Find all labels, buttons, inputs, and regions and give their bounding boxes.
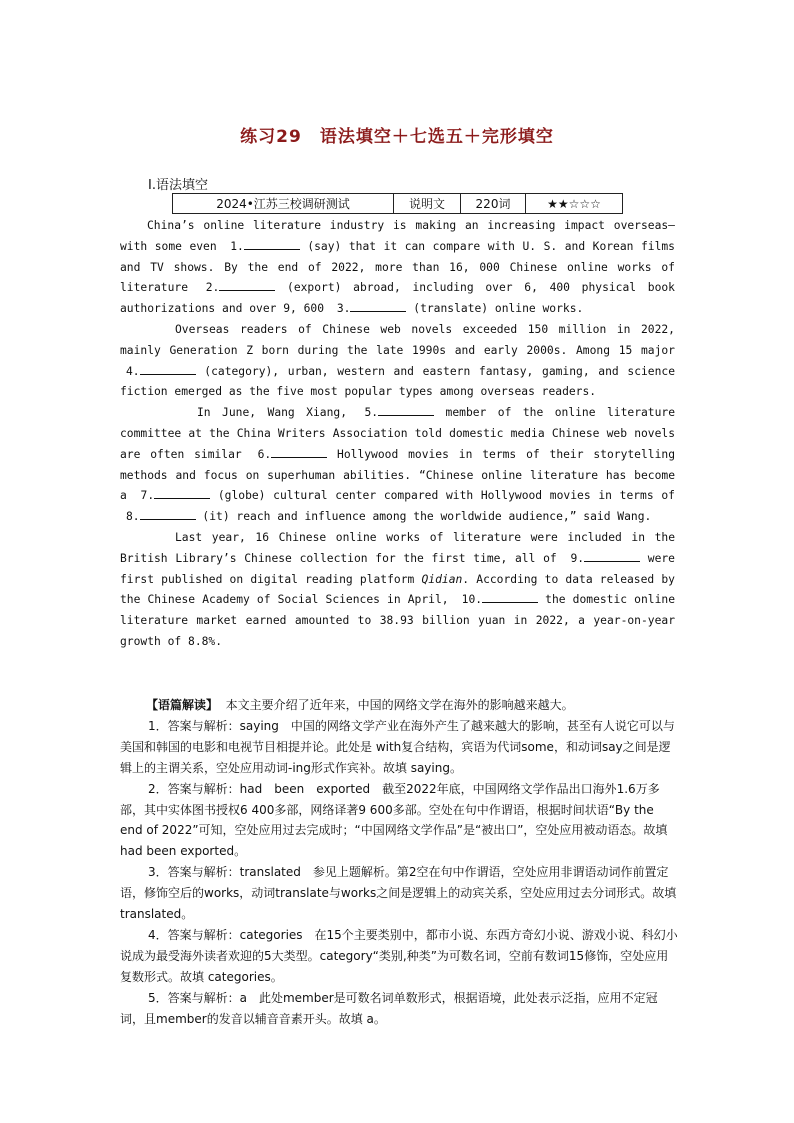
- word-count-cell: 220词: [461, 194, 526, 214]
- blank-number: 5.: [364, 406, 379, 420]
- difficulty-cell: ★★☆☆☆: [526, 194, 623, 214]
- passage-paragraph-3: In June, Wang Xiang, 5. member of the online literature committee at the China Writers Association told domestic media Chinese web novels are often similar 6. Hollywood movies in terms of their storytelling methods and focus on superhuman abilities. “Chinese online literature has become a 7. (globe) cultural center compared with Hollywood movies in terms of 8. (it) reach and influence among the worldwide audience,” said Wang.: [120, 403, 675, 528]
- blank-number: 4.: [126, 364, 140, 378]
- passage-paragraph-4: Last year, 16 Chinese online works of literature were included in the British Library’s Chinese collection for the first time, all of 9. were first published on digital reading platform Qidian. According to data released by the Chinese Academy of Social Sciences in April, 10. the domestic online literature market earned amounted to 38.93 billion yuan in 2022, a year-on-year growth of 8.8%.: [120, 530, 675, 648]
- answer-item-5: 5．答案与解析：a 此处member是可数名词单数形式，根据语境，此处表示泛指，应用不定冠词，且member的发音以辅音音素开头。故填 a。: [120, 990, 658, 1026]
- answer-blank-6[interactable]: [271, 445, 327, 458]
- passage: [120, 216, 675, 653]
- summary-text: 本文主要介绍了近年来，中国的网络文学在海外的影响越来越大。: [225, 698, 574, 712]
- blank-number: 2.: [205, 281, 220, 295]
- genre-cell: 说明文: [394, 194, 461, 214]
- passage-info-table: [172, 193, 623, 214]
- answer-blank-5[interactable]: [378, 403, 434, 416]
- answer-item-3: 3．答案与解析：translated 参见上题解析。第2空在句中作谓语，空处应用非谓语动词作前置定语，修饰空后的works，动词translate与works之间是逻辑上的动宾关系，空处应用过去分词形式。故填 translated。: [120, 865, 677, 922]
- answer-blank-2[interactable]: [219, 278, 275, 291]
- answer-item-1: 1．答案与解析：saying 中国的网络文学产业在海外产生了越来越大的影响，甚至有人说它可以与美国和韩国的电影和电视节目相提并论。此处是 with复合结构，宾语为代词some，和动词say之间是逻辑上的主谓关系，空处应用动词-ing形式作宾补。故填 saying。: [120, 718, 675, 775]
- page-title: 练习29 语法填空＋七选五＋完形填空: [240, 127, 554, 147]
- answer-blank-3[interactable]: [350, 299, 406, 312]
- passage-summary: [120, 695, 680, 716]
- blank-number: 9.: [570, 551, 585, 565]
- passage-paragraph-2: Overseas readers of Chinese web novels exceeded 150 million in 2022, mainly Generation Z born during the late 1990s and early 2000s. Among 15 major 4. (category), urban, western and eastern fantasy, gaming, and science fiction emerged as the five most popular types among overseas readers.: [120, 322, 675, 399]
- platform-name: Qidian: [421, 572, 463, 586]
- blank-number: 10.: [461, 593, 483, 607]
- answer-blank-4[interactable]: [140, 362, 196, 375]
- answer-blank-7[interactable]: [154, 486, 210, 499]
- answer-blank-9[interactable]: [584, 549, 640, 562]
- passage-paragraph-1: China’s online literature industry is making an increasing impact overseas—with some even 1. (say) that it can compare with U. S. and Korean films and TV shows. By the end of 2022, more than 16, 000 Chinese online works of literature 2. (export) abroad, including over 6, 400 physical book authorizations and over 9, 600 3. (translate) online works.: [120, 219, 675, 316]
- answer-item-4: 4．答案与解析：categories 在15个主要类别中，都市小说、东西方奇幻小说、游戏小说、科幻小说成为最受海外读者欢迎的5大类型。category“类别,种类”为可数名词，空前有数词15修饰，空处应用复数形式。故填 categories。: [120, 927, 678, 984]
- blank-number: 3.: [336, 302, 351, 316]
- source-cell: 2024•江苏三校调研测试: [173, 194, 394, 214]
- summary-label: 【语篇解读】: [146, 698, 219, 712]
- blank-number: 8.: [126, 510, 140, 524]
- answer-item-2: 2．答案与解析：had been exported 截至2022年底，中国网络文学作品出口海外1.6万多部，其中实体图书授权6 400多部，网络译著9 600多部。空处在句中作谓语，根据时间状语“By the end of 2022”可知，空处应用过去完成时；“中国网络文学作品”是“被出口”，空处应用被动语态。故填had been exported。: [120, 781, 668, 859]
- answer-blank-10[interactable]: [482, 590, 538, 603]
- answer-blank-1[interactable]: [244, 237, 300, 250]
- answer-blank-8[interactable]: [140, 507, 196, 520]
- section-label: Ⅰ.语法填空: [148, 178, 208, 193]
- blank-number: 7.: [140, 489, 155, 503]
- blank-number: 1.: [230, 239, 244, 253]
- answer-analysis: [120, 695, 680, 1030]
- blank-number: 6.: [257, 447, 272, 461]
